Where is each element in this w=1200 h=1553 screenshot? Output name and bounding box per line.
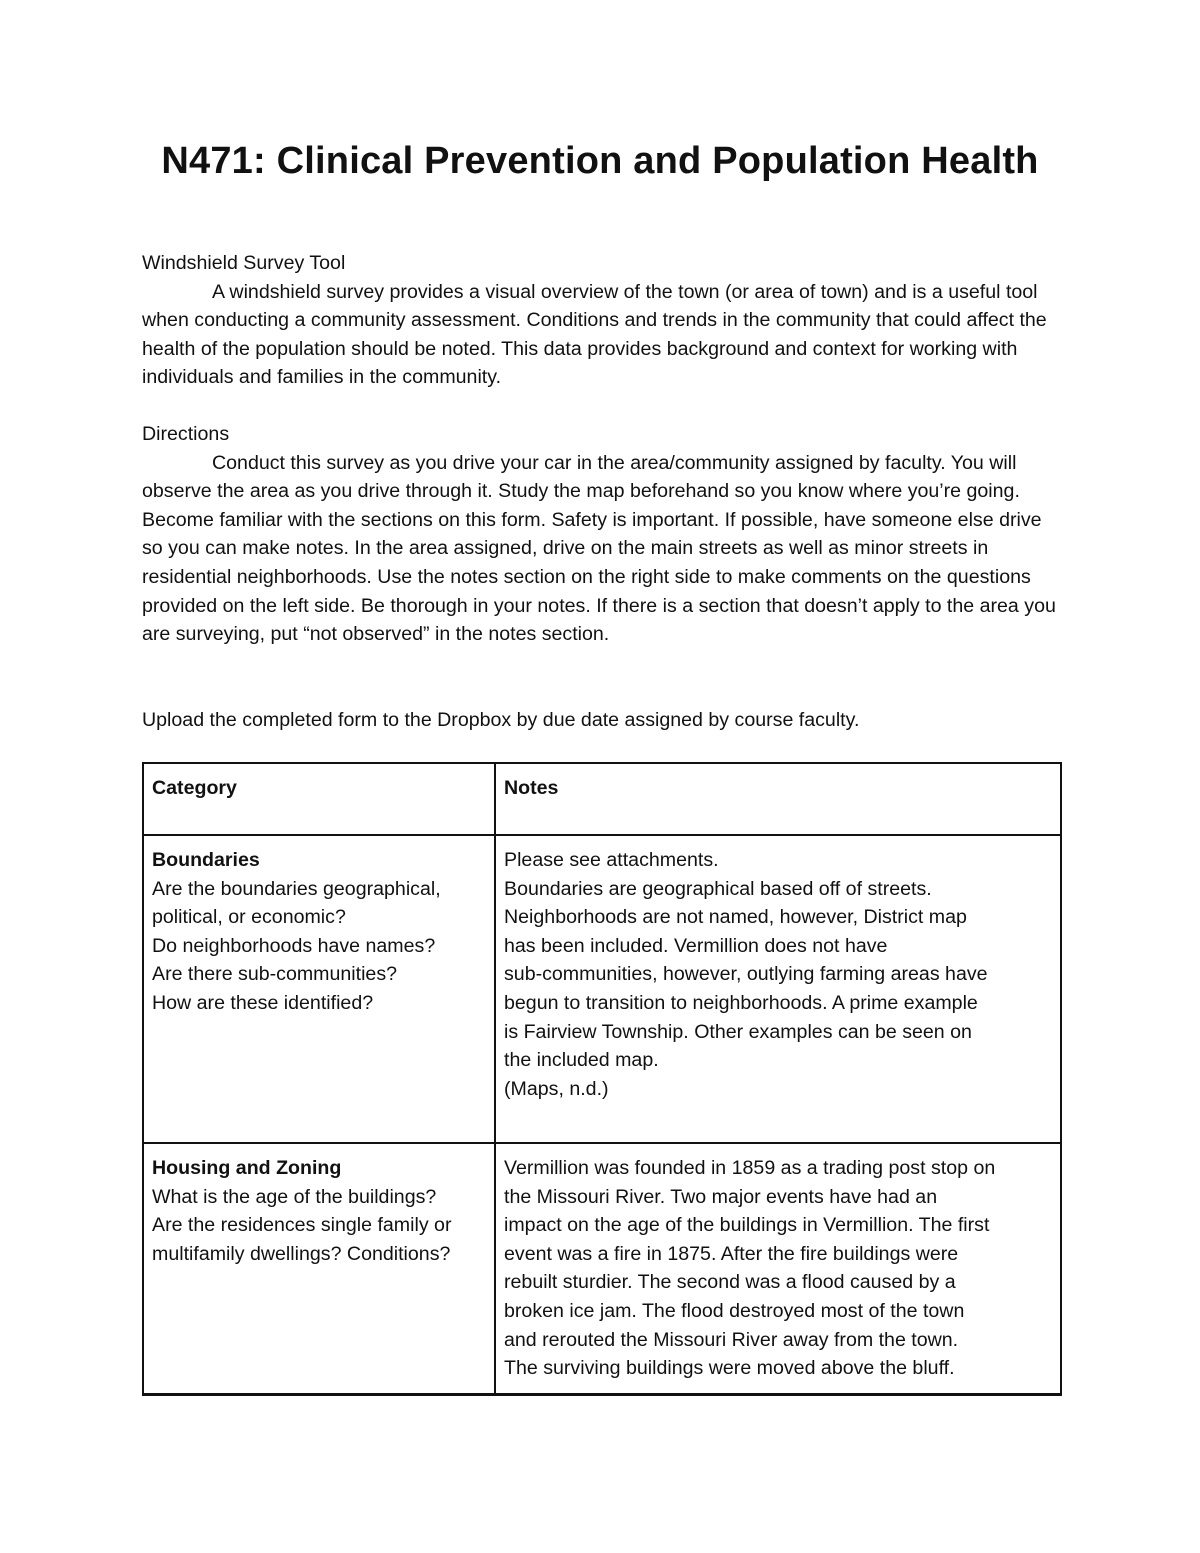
survey-tool-paragraph: A windshield survey provides a visual overview of the town (or area of town) and is a useful tool when conducting a community assessment. Conditions and trends in the community that could affect the health of the population should be noted. This data provides background and context for working with individuals and families in the community. (142, 280, 1047, 389)
notes-cell-boundaries (495, 835, 1061, 1143)
category-cell-housing-zoning (143, 1143, 495, 1394)
note-line: (Maps, n.d.) (504, 1077, 609, 1100)
note-line: broken ice jam. The flood destroyed most of the town (504, 1299, 965, 1322)
table-row-boundaries (143, 835, 1061, 1143)
question-line: multifamily dwellings? Conditions? (152, 1242, 451, 1265)
note-line: the included map. (504, 1049, 659, 1072)
note-line: event was a fire in 1875. After the fire buildings were (504, 1242, 959, 1265)
note-line: sub-communities, however, outlying farming areas have (504, 963, 988, 986)
directions-paragraph: Conduct this survey as you drive your car in the area/community assigned by faculty. You will observe the area as you drive through it. Study the map beforehand so you know where you’re going. Become familiar with the sections on this form. Safety is important. If possible, have someone else drive so you can make notes. In the area assigned, drive on the main streets as well as minor streets in residential neighborhoods. Use the notes section on the right side to make comments on the questions provided on the left side. Be thorough in your notes. If there is a section that doesn’t apply to the area you are surveying, put “not observed” in the notes section. (142, 451, 1056, 646)
directions-section (142, 420, 1062, 649)
directions-heading: Directions (142, 423, 230, 445)
note-line: impact on the age of the buildings in Vermillion. The first (504, 1214, 990, 1237)
note-line: Neighborhoods are not named, however, District map (504, 906, 967, 929)
notes-header: Notes (504, 777, 559, 799)
note-line: the Missouri River. Two major events have had an (504, 1185, 938, 1208)
category-title: Boundaries (152, 849, 260, 871)
document-title: N471: Clinical Prevention and Population Health (161, 140, 1039, 182)
category-header: Category (152, 777, 237, 799)
question-line: What is the age of the buildings? (152, 1185, 437, 1208)
notes-header-cell (495, 763, 1061, 835)
note-line: and rerouted the Missouri River away from the town. (504, 1328, 959, 1351)
category-header-cell (143, 763, 495, 835)
question-line: Are the residences single family or (152, 1214, 452, 1237)
question-line: Do neighborhoods have names? (152, 934, 436, 957)
question-line: political, or economic? (152, 906, 346, 929)
question-line: Are the boundaries geographical, (152, 877, 441, 900)
question-line: How are these identified? (152, 991, 374, 1014)
survey-tool-heading: Windshield Survey Tool (142, 252, 346, 274)
note-line: Boundaries are geographical based off of streets. (504, 877, 932, 900)
notes-cell-housing-zoning (495, 1143, 1061, 1394)
note-line: is Fairview Township. Other examples can be seen on (504, 1020, 972, 1043)
table-header-row (143, 763, 1061, 835)
note-line: has been included. Vermillion does not have (504, 934, 888, 957)
survey-tool-section (142, 249, 1062, 392)
note-line: rebuilt sturdier. The second was a flood caused by a (504, 1271, 956, 1294)
note-line: begun to transition to neighborhoods. A prime example (504, 991, 978, 1014)
question-line: Are there sub-communities? (152, 963, 398, 986)
category-cell-boundaries (143, 835, 495, 1143)
survey-table (142, 762, 1062, 1396)
note-line: Please see attachments. (504, 849, 719, 871)
table-row-housing-zoning (143, 1143, 1061, 1394)
category-title: Housing and Zoning (152, 1157, 342, 1179)
note-line: The surviving buildings were moved above the bluff. (504, 1357, 955, 1380)
upload-instruction: Upload the completed form to the Dropbox by due date assigned by course faculty. (142, 709, 860, 731)
note-line: Vermillion was founded in 1859 as a trading post stop on (504, 1157, 996, 1179)
